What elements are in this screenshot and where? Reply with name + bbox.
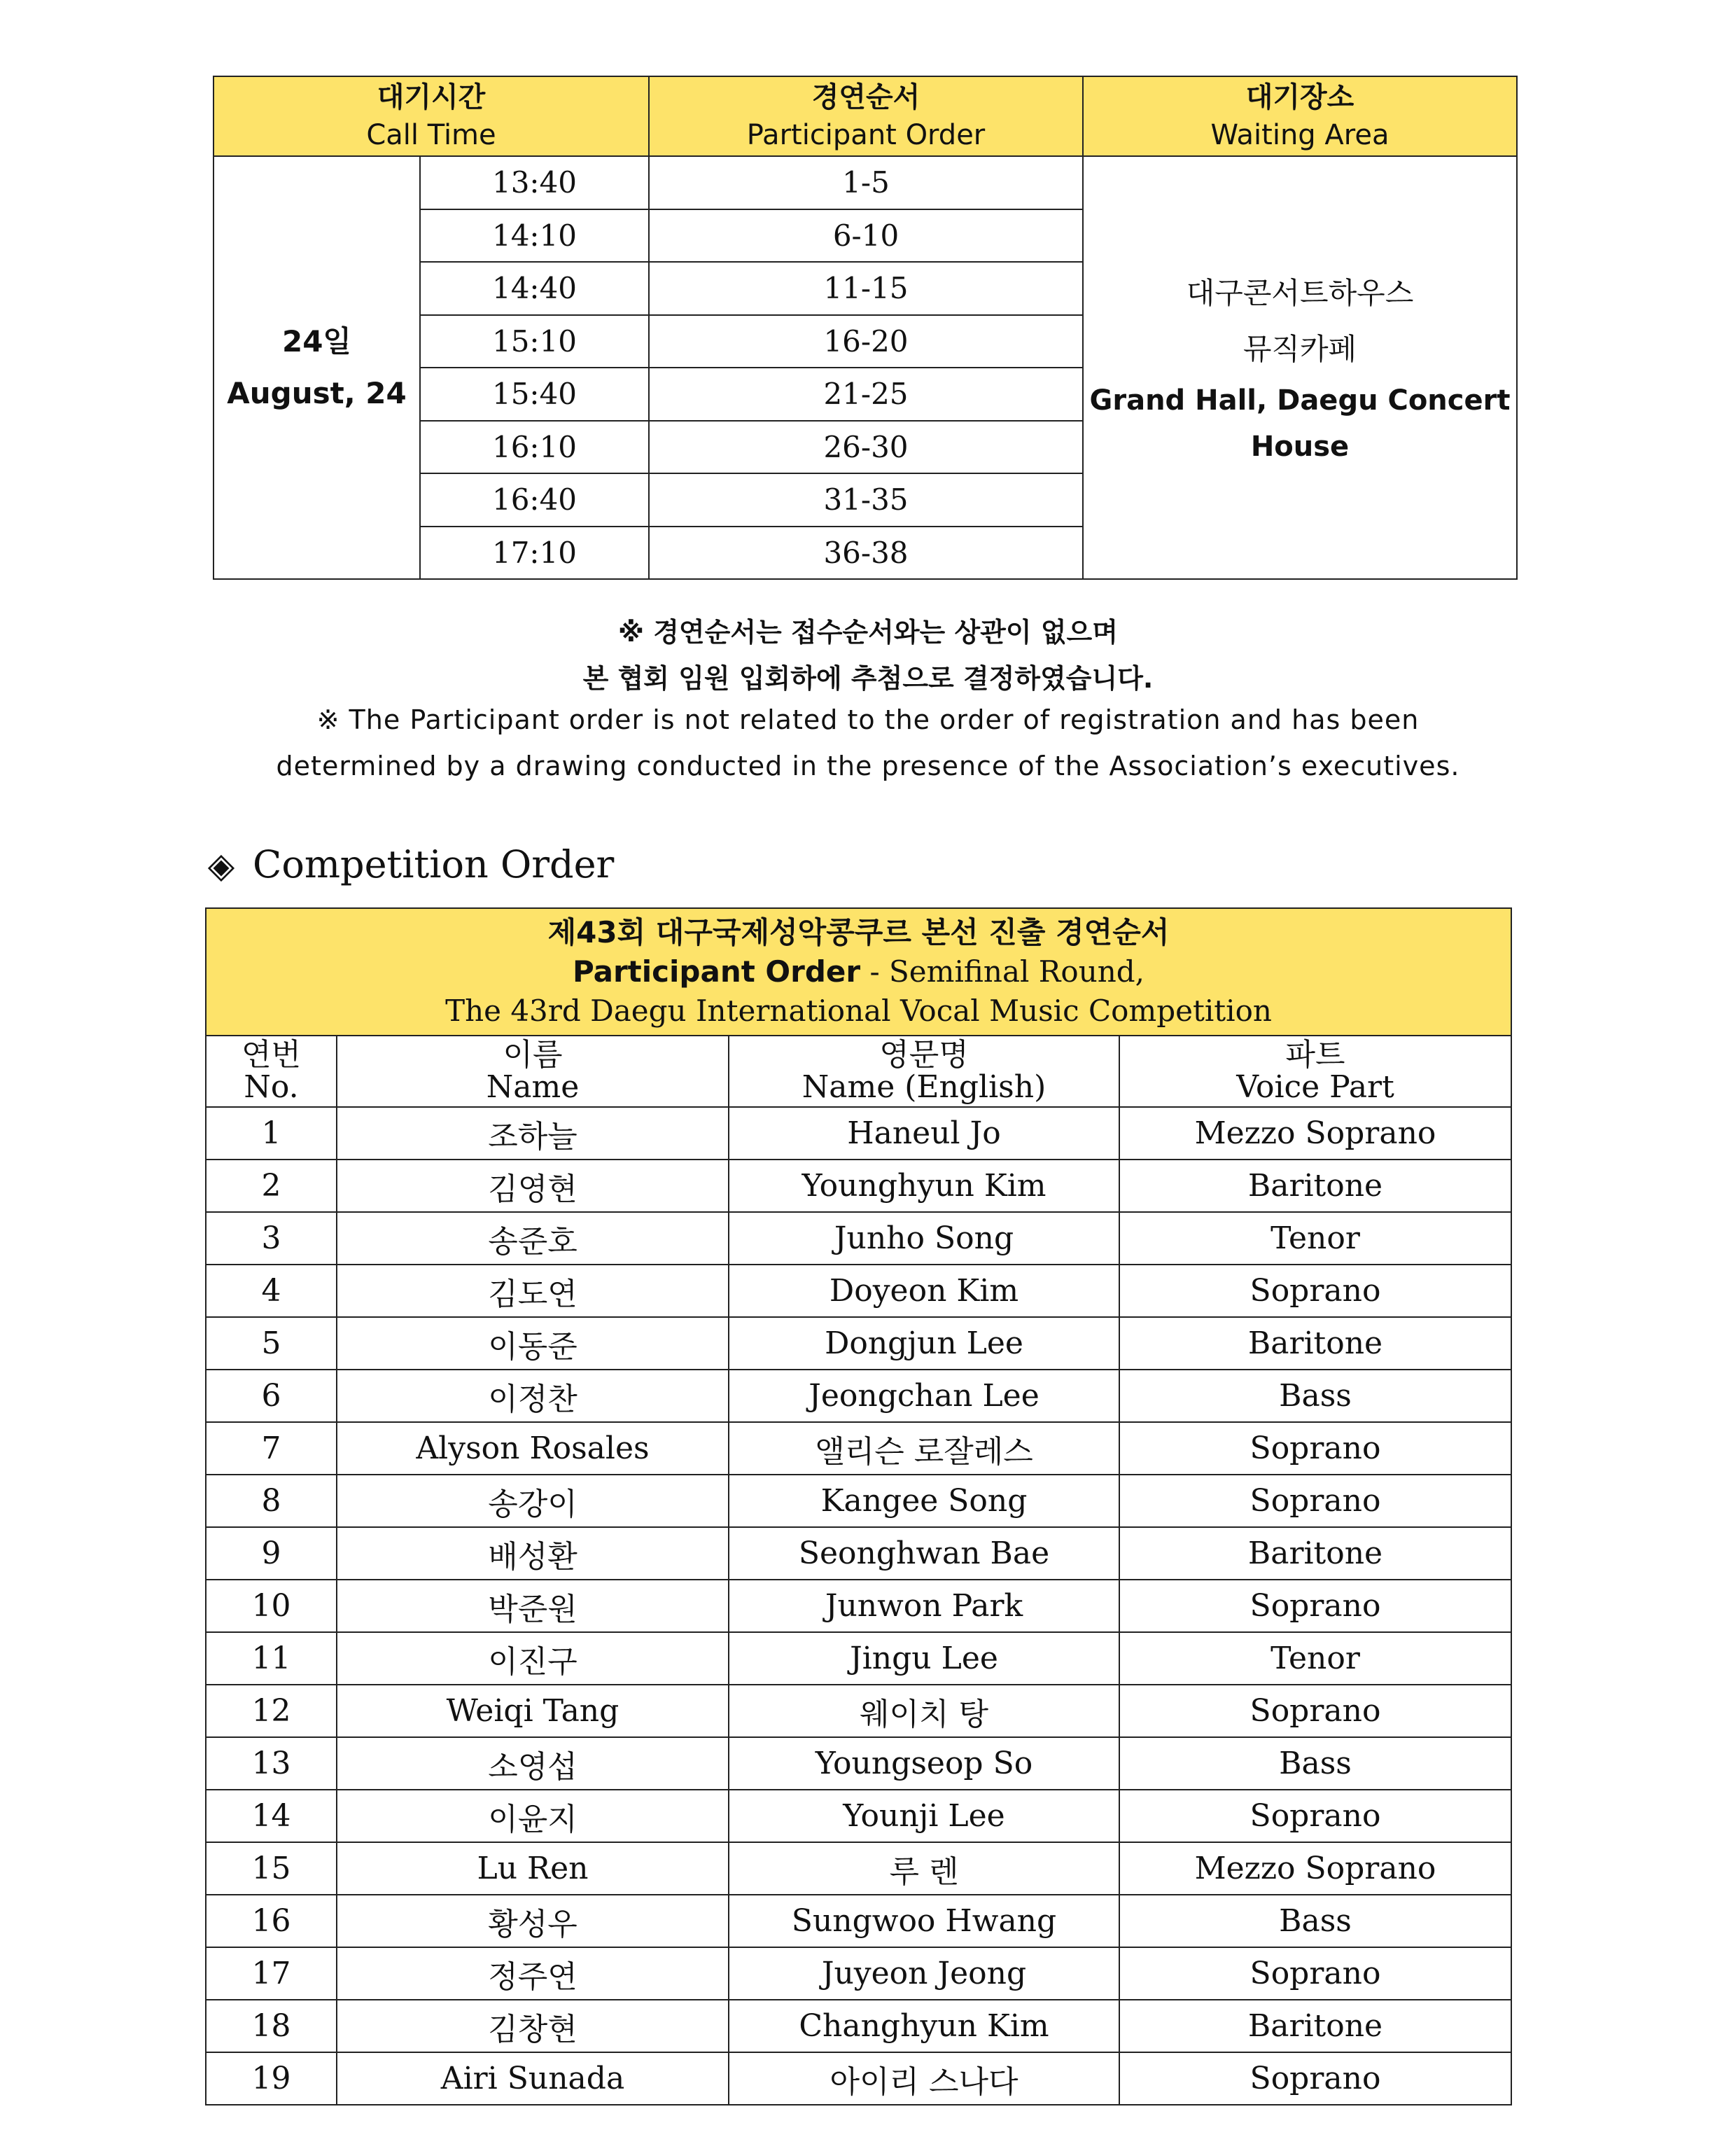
call-time-cell: 14:10: [420, 209, 649, 263]
name-english-cell: Doyeon Kim: [729, 1265, 1119, 1317]
row-number: 10: [206, 1580, 337, 1632]
row-number: 13: [206, 1737, 337, 1790]
voice-part-cell: Soprano: [1119, 2052, 1511, 2105]
table-row: [206, 1370, 1511, 1422]
table-row: [206, 1737, 1511, 1790]
diamond-bullet-icon: ◈: [207, 845, 235, 886]
row-number: 4: [206, 1265, 337, 1317]
date-ko: 24일: [281, 324, 352, 359]
name-cell: 이정찬: [337, 1370, 729, 1422]
row-number: 11: [206, 1632, 337, 1685]
order-title-ko: 제43회 대구국제성악콩쿠르 본선 진출 경연순서: [547, 915, 1170, 949]
table-row: [206, 1527, 1511, 1580]
voice-part-cell: Baritone: [1119, 1160, 1511, 1212]
name-cell: 황성우: [337, 1895, 729, 1947]
table-row: [206, 2052, 1511, 2105]
name-english-cell: Youngseop So: [729, 1737, 1119, 1790]
header-en: Participant Order: [746, 119, 986, 151]
call-time-cell: 15:40: [420, 368, 649, 421]
order-title-en-bold: Participant Order: [572, 954, 861, 989]
col-ko: 연번: [241, 1037, 301, 1073]
table-row: [206, 1475, 1511, 1527]
waiting-area-cell: [1083, 156, 1517, 579]
voice-part-cell: Soprano: [1119, 1475, 1511, 1527]
name-english-cell: Younji Lee: [729, 1790, 1119, 1842]
header-en: Waiting Area: [1210, 119, 1390, 151]
call-time-cell: 17:10: [420, 527, 649, 580]
voice-part-cell: Soprano: [1119, 1790, 1511, 1842]
table-row: [206, 1212, 1511, 1265]
name-cell: 소영섭: [337, 1737, 729, 1790]
name-cell: 이진구: [337, 1632, 729, 1685]
note-en-line-2: determined by a drawing conducted in the presence of the Association’s executives.: [276, 751, 1460, 781]
name-english-cell: Kangee Song: [729, 1475, 1119, 1527]
col-ko: 이름: [503, 1037, 563, 1073]
voice-part-cell: Soprano: [1119, 1947, 1511, 2000]
order-title-en-rest: - Semifinal Round,: [860, 954, 1145, 989]
schedule-row: [214, 156, 1517, 209]
call-time-cell: 13:40: [420, 156, 649, 209]
name-cell: 박준원: [337, 1580, 729, 1632]
column-header-name: [337, 1036, 729, 1107]
header-call-time: [214, 76, 649, 156]
call-time-cell: 14:40: [420, 262, 649, 315]
row-number: 3: [206, 1212, 337, 1265]
call-time-table: [213, 76, 1518, 580]
section-heading: [205, 840, 614, 890]
name-cell: 김도연: [337, 1265, 729, 1317]
date-cell: [214, 156, 420, 579]
participant-order-cell: 16-20: [649, 315, 1083, 368]
participant-order-cell: 26-30: [649, 421, 1083, 474]
call-time-cell: 16:40: [420, 473, 649, 527]
name-english-cell: Younghyun Kim: [729, 1160, 1119, 1212]
name-cell: 김영현: [337, 1160, 729, 1212]
col-en: Voice Part: [1236, 1069, 1394, 1105]
col-en: Name: [486, 1069, 580, 1105]
participant-order-cell: 36-38: [649, 527, 1083, 580]
name-english-cell: 루 렌: [729, 1842, 1119, 1895]
voice-part-cell: Soprano: [1119, 1685, 1511, 1737]
section-title: Competition Order: [253, 842, 615, 886]
table-row: [206, 1422, 1511, 1475]
col-en: No.: [244, 1069, 299, 1105]
table-row: [206, 2000, 1511, 2052]
name-cell: Weiqi Tang: [337, 1685, 729, 1737]
table-row: [206, 1947, 1511, 2000]
table-row: [206, 1160, 1511, 1212]
header-en: Call Time: [366, 119, 496, 151]
name-english-cell: Haneul Jo: [729, 1107, 1119, 1160]
name-cell: 송강이: [337, 1475, 729, 1527]
name-english-cell: Junho Song: [729, 1212, 1119, 1265]
area-ko-1: 대구콘서트하우스: [1186, 276, 1414, 310]
row-number: 14: [206, 1790, 337, 1842]
participant-order-cell: 31-35: [649, 473, 1083, 527]
date-en: August, 24: [227, 376, 407, 410]
participant-order-cell: 11-15: [649, 262, 1083, 315]
name-cell: Lu Ren: [337, 1842, 729, 1895]
participant-order-cell: 6-10: [649, 209, 1083, 263]
voice-part-cell: Bass: [1119, 1895, 1511, 1947]
column-header-name-english: [729, 1036, 1119, 1107]
table-row: [206, 1107, 1511, 1160]
voice-part-cell: Baritone: [1119, 2000, 1511, 2052]
row-number: 17: [206, 1947, 337, 2000]
row-number: 12: [206, 1685, 337, 1737]
table-row: [206, 1895, 1511, 1947]
row-number: 15: [206, 1842, 337, 1895]
name-english-cell: 아이리 스나다: [729, 2052, 1119, 2105]
voice-part-cell: Soprano: [1119, 1265, 1511, 1317]
table-row: [206, 1685, 1511, 1737]
table-row: [206, 1790, 1511, 1842]
column-header-voice-part: [1119, 1036, 1511, 1107]
name-cell: Airi Sunada: [337, 2052, 729, 2105]
name-cell: Alyson Rosales: [337, 1422, 729, 1475]
table-row: [206, 1580, 1511, 1632]
competition-order-table: [205, 907, 1512, 2105]
name-cell: 김창현: [337, 2000, 729, 2052]
call-time-cell: 16:10: [420, 421, 649, 474]
voice-part-cell: Soprano: [1119, 1580, 1511, 1632]
name-english-cell: Sungwoo Hwang: [729, 1895, 1119, 1947]
table-row: [206, 1632, 1511, 1685]
name-cell: 송준호: [337, 1212, 729, 1265]
name-english-cell: Juyeon Jeong: [729, 1947, 1119, 2000]
row-number: 2: [206, 1160, 337, 1212]
area-en-2: House: [1250, 431, 1350, 463]
order-title-row: [206, 908, 1511, 1036]
name-english-cell: Jingu Lee: [729, 1632, 1119, 1685]
voice-part-cell: Baritone: [1119, 1317, 1511, 1370]
voice-part-cell: Mezzo Soprano: [1119, 1842, 1511, 1895]
voice-part-cell: Baritone: [1119, 1527, 1511, 1580]
header-participant-order: [649, 76, 1083, 156]
voice-part-cell: Tenor: [1119, 1632, 1511, 1685]
name-english-cell: Changhyun Kim: [729, 2000, 1119, 2052]
row-number: 1: [206, 1107, 337, 1160]
note-ko-line-2: 본 협회 임원 입회하에 추첨으로 결정하였습니다.: [582, 663, 1154, 694]
voice-part-cell: Mezzo Soprano: [1119, 1107, 1511, 1160]
table-row: [206, 1842, 1511, 1895]
row-number: 7: [206, 1422, 337, 1475]
col-ko: 영문명: [879, 1037, 969, 1073]
col-ko: 파트: [1285, 1037, 1345, 1073]
call-time-cell: 15:10: [420, 315, 649, 368]
header-waiting-area: [1083, 76, 1517, 156]
order-title-en-2: The 43rd Daegu International Vocal Music Competition: [445, 994, 1272, 1028]
voice-part-cell: Tenor: [1119, 1212, 1511, 1265]
row-number: 18: [206, 2000, 337, 2052]
name-english-cell: 앨리슨 로잘레스: [729, 1422, 1119, 1475]
participant-order-cell: 21-25: [649, 368, 1083, 421]
col-en: Name (English): [802, 1069, 1046, 1105]
note-ko-line-1: ※ 경연순서는 접수순서와는 상관이 없으며: [618, 617, 1118, 648]
name-english-cell: Junwon Park: [729, 1580, 1119, 1632]
name-cell: 이동준: [337, 1317, 729, 1370]
order-title: [206, 908, 1511, 1036]
name-cell: 정주연: [337, 1947, 729, 2000]
name-cell: 이윤지: [337, 1790, 729, 1842]
area-en-1: Grand Hall, Daegu Concert: [1089, 384, 1511, 417]
voice-part-cell: Bass: [1119, 1370, 1511, 1422]
header-ko: 대기시간: [377, 81, 486, 113]
name-english-cell: Seonghwan Bae: [729, 1527, 1119, 1580]
name-cell: 배성환: [337, 1527, 729, 1580]
name-english-cell: 웨이치 탕: [729, 1685, 1119, 1737]
row-number: 9: [206, 1527, 337, 1580]
note-en-line-1: ※ The Participant order is not related to the order of registration and has been: [316, 704, 1420, 735]
row-number: 16: [206, 1895, 337, 1947]
schedule-header-row: [214, 76, 1517, 156]
area-ko-2: 뮤직카페: [1242, 332, 1357, 366]
header-ko: 경연순서: [811, 81, 920, 113]
row-number: 6: [206, 1370, 337, 1422]
row-number: 5: [206, 1317, 337, 1370]
row-number: 19: [206, 2052, 337, 2105]
name-english-cell: Dongjun Lee: [729, 1317, 1119, 1370]
header-ko: 대기장소: [1245, 81, 1354, 113]
column-header-no: [206, 1036, 337, 1107]
order-column-header-row: [206, 1036, 1511, 1107]
row-number: 8: [206, 1475, 337, 1527]
participant-order-cell: 1-5: [649, 156, 1083, 209]
voice-part-cell: Soprano: [1119, 1422, 1511, 1475]
voice-part-cell: Bass: [1119, 1737, 1511, 1790]
name-english-cell: Jeongchan Lee: [729, 1370, 1119, 1422]
table-row: [206, 1265, 1511, 1317]
name-cell: 조하늘: [337, 1107, 729, 1160]
table-row: [206, 1317, 1511, 1370]
